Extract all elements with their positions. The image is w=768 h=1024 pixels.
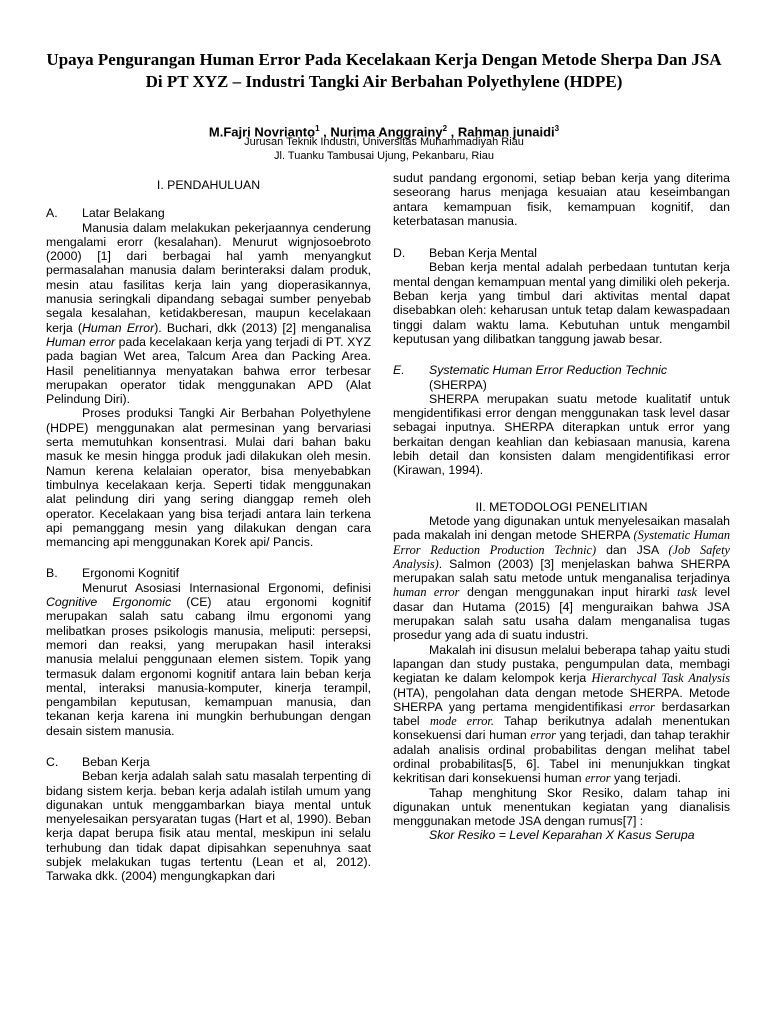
text-run: Metode yang digunakan untuk menyelesaikan masalah pada makalah ini dengan metode SHERPA	[393, 513, 730, 543]
section-heading: I. PENDAHULUAN	[156, 178, 261, 192]
text-run: level dasar dan Hutama (2015) [4] menguraikan bahwa JSA merupakan salah satu usaha dalam menganalisa tugas prosedur yang ada di suatu industri.	[393, 585, 730, 643]
italic-term: mode error.	[430, 714, 494, 729]
subsection-number: C.	[46, 754, 59, 769]
italic-term: error	[629, 699, 655, 714]
subsection-heading	[46, 755, 371, 769]
subsection-title: Beban Kerja	[82, 754, 150, 769]
text-run: Menurut Asosiasi Internasional Ergonomi, definisi	[82, 580, 371, 595]
body-paragraph	[393, 643, 730, 786]
subsection-number: B.	[46, 566, 58, 581]
subsection-heading	[46, 566, 371, 580]
text-run: ). Buchari, dkk (2013) [2] menganalisa	[154, 320, 372, 335]
body-paragraph	[46, 581, 371, 738]
author-affil-mark: 1	[315, 124, 320, 133]
subsection-heading	[393, 246, 730, 260]
author-separator: ,	[447, 124, 458, 140]
affiliation-line: Jl. Tuanku Tambusai Ujung, Pekanbaru, Riau	[274, 149, 494, 162]
right-column	[393, 171, 730, 843]
subsection-heading	[393, 363, 730, 377]
text-run: yang terjadi.	[610, 771, 682, 786]
subsection-title: Ergonomi Kognitif	[82, 566, 180, 581]
body-paragraph: sudut pandang ergonomi, setiap beban kerja yang diterima seseorang harus menjaga kesuaian atau keseimbangan antara kemampuan fisik, kemampuan kognitif, dan keterbatasan manusia.	[393, 171, 730, 228]
author-name: Rahman junaidi	[457, 124, 555, 140]
italic-term: (Systematic Human Error Reduction Production Technic)	[393, 528, 730, 557]
section-heading: II. METODOLOGI PENELITIAN	[475, 499, 648, 514]
author-name: Nurima Anggrainy	[330, 124, 443, 140]
body-paragraph: Beban kerja mental adalah perbedaan tuntutan kerja mental dengan kemampuan mental yang dimiliki oleh pekerja. Beban kerja yang timbul dari aktivitas mental dapat disebabkan oleh: keharusan untuk tetap dalam kewaspadaan tinggi dalam waktu lama. Kebutuhan untuk mengambil keputusan yang dilibatkan tanggung jawab besar.	[393, 260, 730, 346]
author-separator: ,	[319, 124, 331, 140]
italic-term: human error	[393, 585, 460, 600]
affiliation	[40, 136, 728, 163]
text-run: pada kecelakaan kerja yang terjadi di PT. XYZ pada bagian Wet area, Talcum Area dan Packing Area. Hasil penelitiannya menyatakan bahwa error terbesar merupakan operator tidak menggunakan APD (Alat Pelindung Diri).	[46, 334, 371, 407]
text-run: Makalah ini disusun melalui beberapa tahap yaitu studi lapangan dan study pustaka, pengumpulan data, membagi kegiatan ke dalam kelompok kerja	[393, 642, 730, 686]
author-name: M.Fajri Novrianto	[208, 124, 316, 140]
subsection-title: Beban Kerja Mental	[429, 246, 538, 261]
text-run: dengan menggunakan input hirarki	[459, 585, 678, 600]
body-paragraph	[46, 221, 371, 407]
italic-term: task	[677, 585, 697, 600]
subsection-title: Latar Belakang	[82, 206, 165, 221]
text-run: . Salmon (2003) [3] menjelaskan bahwa SHERPA merupakan salah satu metode untuk menganalisa terjadinya	[393, 556, 730, 586]
subsection-number: D.	[393, 246, 406, 261]
affiliation-line: Jurusan Teknik Industri, Universitas Muhammadiyah Riau	[244, 136, 524, 148]
body-paragraph: SHERPA merupakan suatu metode kualitatif untuk mengidentifikasi error dengan menggunakan task level dasar sebagai inputnya. SHERPA diterapkan untuk error yang berkaitan dengan keahlian dan kebiasaan manusia, karena lebih detail dan konsisten dalam mengidentifikasi error (Kirawan, 1994).	[393, 391, 730, 478]
italic-term: Cognitive Ergonomic	[46, 595, 172, 610]
italic-term: error	[585, 771, 611, 786]
body-paragraph: Beban kerja adalah salah satu masalah terpenting di bidang sistem kerja. beban kerja adalah istilah umum yang digunakan untuk menggambarkan biaya mental untuk menyelesaikan persyaratan tugas (Hart et al, 1990). Beban kerja dapat berupa fisik atau mental, meskipun ini selalu terhubung dan tidak dapat dipisahkan sepenuhnya saat subjek melakukan tugas tertentu (Lean et al, 2012). Tarwaka dkk. (2004) mengungkapkan dari	[46, 769, 371, 884]
text-run: (HTA), pengolahan data dengan metode SHERPA. Metode SHERPA yang pertama mengidentifikasi	[393, 685, 730, 714]
subsection-title: Systematic Human Error Reduction Technic	[429, 363, 668, 378]
subsection-heading	[46, 206, 371, 220]
text-run: dan JSA	[596, 542, 669, 557]
text-run: berdasarkan tabel	[393, 699, 730, 729]
text-run: Tahap berikutnya adalah menentukan konsekuensi dari human	[393, 714, 730, 743]
formula: Skor Resiko = Level Keparahan X Kasus Serupa	[429, 828, 695, 843]
left-column	[46, 171, 371, 884]
italic-term: Hierarchycal Task Analysis	[591, 671, 730, 686]
subsection-number: E.	[393, 363, 405, 378]
subsection-number: A.	[46, 206, 58, 221]
italic-term: (Job Safety Analysis)	[393, 542, 730, 571]
text-run: (CE) atau ergonomi kognitif merupakan salah satu cabang ilmu ergonomi yang melibatkan proses psikologis manusia, meliputi: persepsi, memori dan reaksi, yang merupakan hasil interaksi manusia melalui penggunaan elemen sistem. Topik yang termasuk dalam ergonomi kognitif antara lain beban kerja mental, interaksi manusia-komputer, kinerja terampil, pengambilan keputusan, kemampuan manusia, dan tekanan kerja karena ini mungkin berhubungan dengan desain sistem manusia.	[46, 595, 371, 738]
italic-term: Human Error	[81, 320, 155, 335]
subsection-title-cont: (SHERPA)	[429, 377, 487, 392]
body-paragraph	[393, 514, 730, 643]
italic-term: Human error	[46, 334, 116, 349]
author-affil-mark: 3	[554, 124, 560, 133]
text-run: Manusia dalam melakukan pekerjaannya cenderung mengalami erorr (kesalahan). Menurut wignjosoebroto (2000) [1] dari berbagai hal yamh menyangkut permasalahan manusia dalam berinteraksi dalam produk, mesin atau fasilitas kerja lain yang dioperasikannya, manusia seringkali dipandang sebagai sumber penyebab segala kesalahan, ketidakberesan, maupun kecelakaan kerja (	[46, 220, 371, 335]
paper-title: Upaya Pengurangan Human Error Pada Kecelakaan Kerja Dengan Metode Sherpa Dan JSA Di PT XYZ – Industri Tangki Air Berbahan Polyethylene (HDPE)	[46, 50, 722, 91]
body-paragraph: Tahap menghitung Skor Resiko, dalam tahap ini digunakan untuk menentukan kegiatan yang dianalisis menggunakan metode JSA dengan rumus[7] :	[393, 785, 730, 829]
body-paragraph: Proses produksi Tangki Air Berbahan Polyethylene (HDPE) menggunakan alat permesinan yang bervariasi serta memutuhkan konsentrasi. Mulai dari bahan baku masuk ke mesin hingga produk jadi dilakukan oleh mesin. Namun kerena kelalaian operator, bisa menyebabkan timbulnya kecelakaan kerja. Seperti tidak menggunakan alat pelindung diri yang sering dianggap remeh oleh operator. Kecelakaan yang bisa terjadi antara lain terkena api pemanggang mesin yang dilakukan dengan cara memancing api menggunakan Korek api/ Pancis.	[46, 406, 371, 550]
text-run: yang terjadi, dan tahap terakhir adalah analisis ordinal probabilitas dengan melihat tabel ordinal probabilitas[5, 6]. Tabel ini menunjukkan tingkat kekritisan dari konsekuensi human	[393, 728, 731, 786]
italic-term: error	[530, 728, 556, 743]
author-affil-mark: 2	[442, 124, 448, 133]
